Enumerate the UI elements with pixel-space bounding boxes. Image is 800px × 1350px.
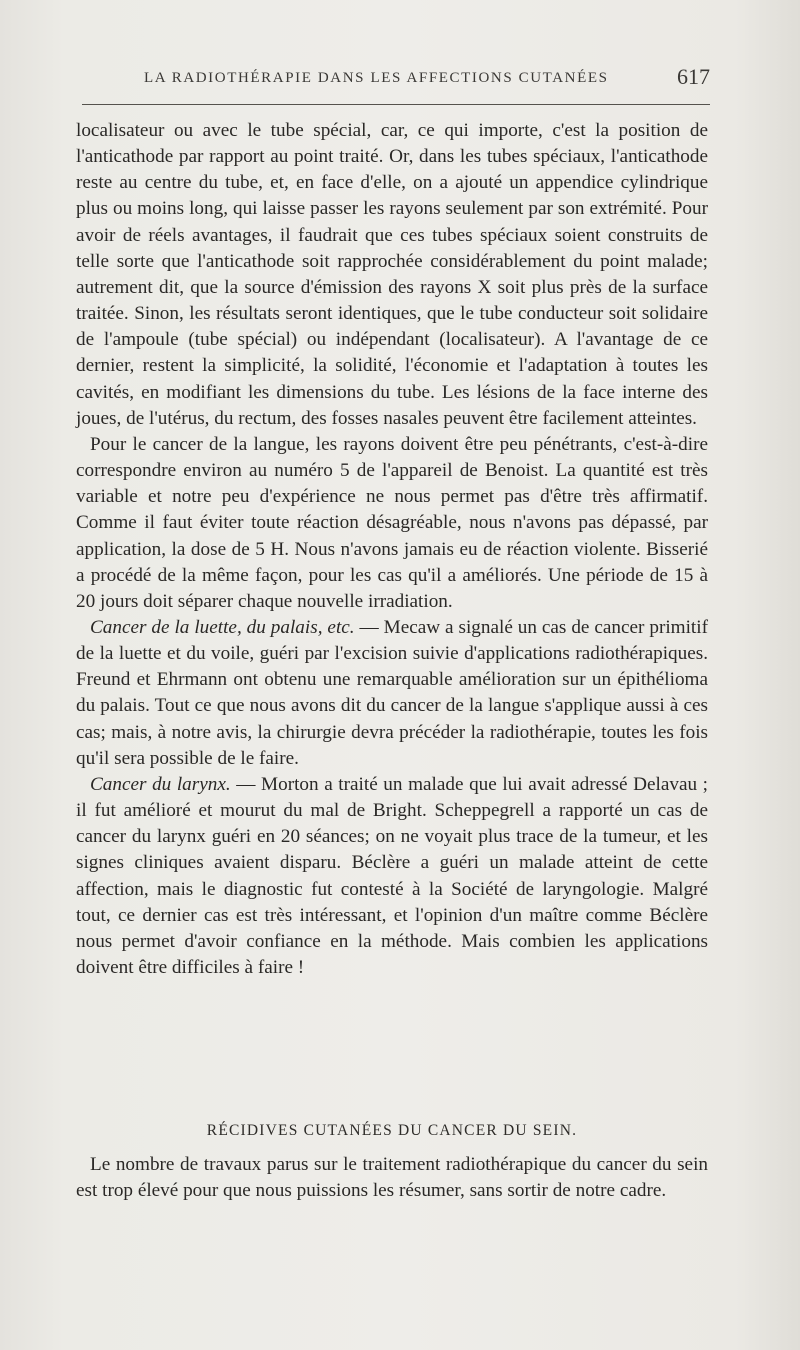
main-text bbox=[76, 118, 708, 981]
paragraph-3-title: Cancer de la luette, du palais, etc. bbox=[90, 616, 355, 638]
paragraph-3-text: — Mecaw a signalé un cas de cancer primitif de la luette et du voile, guéri par l'excision suivie d'applications radiothérapiques. Freund et Ehrmann ont obtenu une remarquable amélioration sur un épithélioma du palais. Tout ce que nous avons dit du cancer de la langue s'applique aussi à ces cas; mais, à notre avis, la chirurgie devra précéder la radiothérapie, toutes les fois qu'il sera possible de le faire. bbox=[76, 616, 708, 769]
running-head bbox=[80, 64, 710, 94]
paragraph-1: localisateur ou avec le tube spécial, car, ce qui importe, c'est la position de l'anticathode par rapport au point traité. Or, dans les tubes spéciaux, l'anticathode reste au centre du tube, et, en face d'elle, on a ajouté un appendice cylindrique plus ou moins long, qui laisse passer les rayons seulement par son extrémité. Pour avoir de réels avantages, il faudrait que ces tubes spéciaux soient construits de telle sorte que l'anticathode soit rapprochée considérablement du point malade; autrement dit, que la source d'émission des rayons X soit plus près de la surface traitée. Sinon, les résultats seront identiques, que le tube conducteur soit solidaire de l'ampoule (tube spécial) ou indépendant (localisateur). A l'avantage de ce dernier, restent la simplicité, la solidité, l'économie et l'adaptation à toutes les cavités, en modifiant les dimensions du tube. Les lésions de la face interne des joues, de l'utérus, du rectum, des fosses nasales peuvent être facilement atteintes. bbox=[76, 120, 708, 429]
page-number: 617 bbox=[677, 64, 710, 89]
paragraph-4-title: Cancer du larynx. bbox=[90, 773, 231, 795]
paragraph-2: Pour le cancer de la langue, les rayons doivent être peu pénétrants, c'est-à-dire correspondre environ au numéro 5 de l'appareil de Benoist. La quantité est très variable et notre peu d'expérience ne nous permet pas d'être très affirmatif. Comme il faut éviter toute réaction désagréable, nous n'avons pas dépassé, par application, la dose de 5 H. Nous n'avons jamais eu de réaction violente. Bisserié a procédé de la même façon, pour les cas qu'il a améliorés. Une période de 15 à 20 jours doit séparer chaque nouvelle irradiation. bbox=[76, 433, 708, 612]
paragraph-4-text: — Morton a traité un malade que lui avait adressé Delavau ; il fut amélioré et mourut du mal de Bright. Scheppegrell a rapporté un cas de cancer du larynx guéri en 20 séances; on ne voyait plus trace de la tumeur, et les signes cliniques avaient disparu. Béclère a guéri un malade atteint de cette affection, mais le diagnostic fut contesté à la Société de laryngologie. Malgré tout, ce dernier cas est très intéressant, et l'opinion d'un maître comme Béclère nous permet d'avoir confiance en la méthode. Mais combien les applications doivent être difficiles à faire ! bbox=[76, 773, 708, 978]
running-head-title: LA RADIOTHÉRAPIE DANS LES AFFECTIONS CUTANÉES bbox=[144, 70, 609, 86]
section-text bbox=[76, 1152, 708, 1205]
section-heading: RÉCIDIVES CUTANÉES DU CANCER DU SEIN. bbox=[206, 1122, 578, 1139]
section-paragraph-1: Le nombre de travaux parus sur le traitement radiothérapique du cancer du sein est trop élevé pour que nous puissions les résumer, sans sortir de notre cadre. bbox=[76, 1154, 708, 1202]
paragraph-4 bbox=[76, 772, 708, 981]
header-rule bbox=[82, 104, 710, 105]
paragraph-3 bbox=[76, 615, 708, 772]
